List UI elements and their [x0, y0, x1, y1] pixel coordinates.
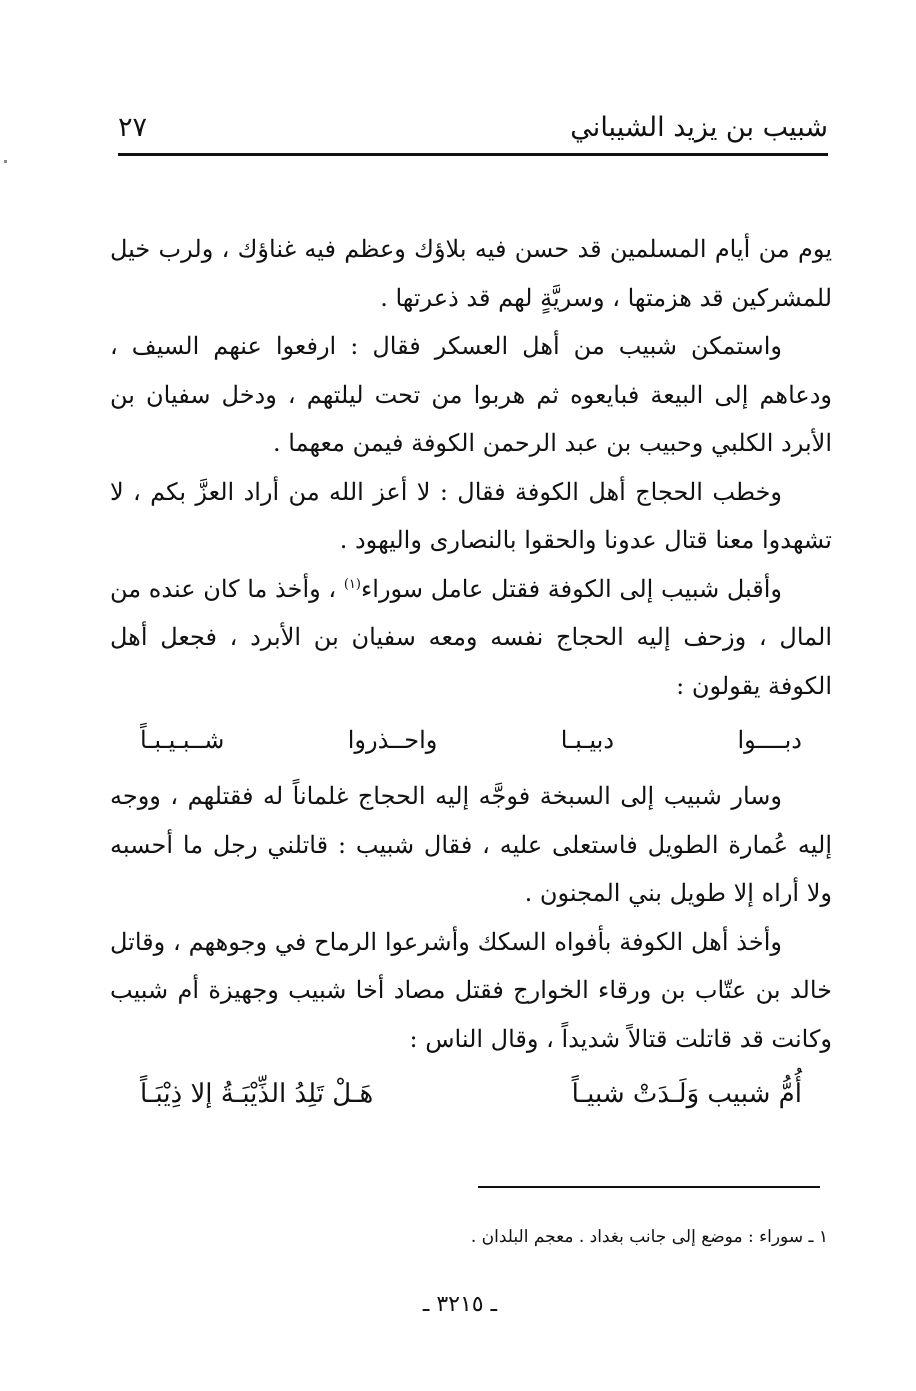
page-code: ـ ٣٢١٥ ـ — [422, 1292, 498, 1317]
paragraph-5: وسار شبيب إلى السبخة فوجَّه إليه الحجاج غلماناً له فقتلهم ، ووجه إليه عُمارة الطويل فاستعلى عليه ، فقال شبيب : قاتلني رجل ما أحسبه ولا أراه إلا طويل بني المجنون . — [110, 782, 832, 907]
verse-2-second-hemistich: هَـلْ تَلِدُ الذِّيْبَـةُ إلا ذِيْبَـاً — [140, 1079, 374, 1109]
footnote-reference[interactable]: (١) — [343, 576, 361, 592]
footnote: ١ ـ سوراء : موضع إلى جانب بغداد . معجم البلدان . — [470, 1227, 828, 1247]
body-text — [110, 225, 832, 1119]
paragraph-4-after: ، وأخذ ما كان عنده من المال ، وزحف إليه الحجاج نفسه ومعه سفيان بن الأبرد ، فجعل أهل الكوفة يقولون : — [110, 574, 832, 700]
verse-1-word: واحــذروا — [347, 726, 438, 754]
paragraph-2: واستمكن شبيب من أهل العسكر فقال : ارفعوا عنهم السيف ، ودعاهم إلى البيعة فبايعوه ثم هربوا من تحت ليلتهم ، ودخل سفيان بن الأبرد الكلبي وحبيب بن عبد الرحمن الكوفة فيمن معهما . — [110, 332, 832, 457]
scan-margin-mark — [4, 160, 7, 163]
paragraph-4-before: وأقبل شبيب إلى الكوفة فقتل عامل سوراء — [360, 574, 782, 603]
running-header — [118, 108, 828, 150]
paragraph-3: وخطب الحجاج أهل الكوفة فقال : لا أعز الله من أراد العزَّ بكم ، لا تشهدوا معنا قتال عدونا والحقوا بالنصارى واليهود . — [110, 477, 832, 554]
header-rule — [118, 153, 828, 156]
footnote-rule — [478, 1186, 820, 1188]
verse-1-word: دبيـبـا — [560, 726, 615, 754]
header-title: شبيب بن يزيد الشيباني — [570, 112, 828, 143]
verse-1-word: دبــــوا — [737, 726, 802, 754]
paragraph-1: يوم من أيام المسلمين قد حسن فيه بلاؤك وعظم فيه غناؤك ، ولرب خيل للمشركين قد هزمتها ، وسريَّةٍ لهم قد ذعرتها . — [110, 235, 832, 312]
verse-2 — [140, 1069, 802, 1119]
verse-2-first-hemistich: أُمُّ شبيب وَلَـدَتْ شبيـاً — [571, 1079, 802, 1109]
paragraph-6: وأخذ أهل الكوفة بأفواه السكك وأشرعوا الرماح في وجوههم ، وقاتل خالد بن عتّاب بن ورقاء الخوارج فقتل مصاد أخا شبيب وجهيزة أم شبيب وكانت قد قاتلت قتالاً شديداً ، وقال الناس : — [110, 927, 832, 1053]
page-number: ٢٧ — [118, 112, 148, 143]
paragraph-4 — [110, 565, 832, 711]
verse-1 — [140, 716, 802, 764]
verse-1-word: شــبـيـبـاً — [140, 726, 225, 754]
